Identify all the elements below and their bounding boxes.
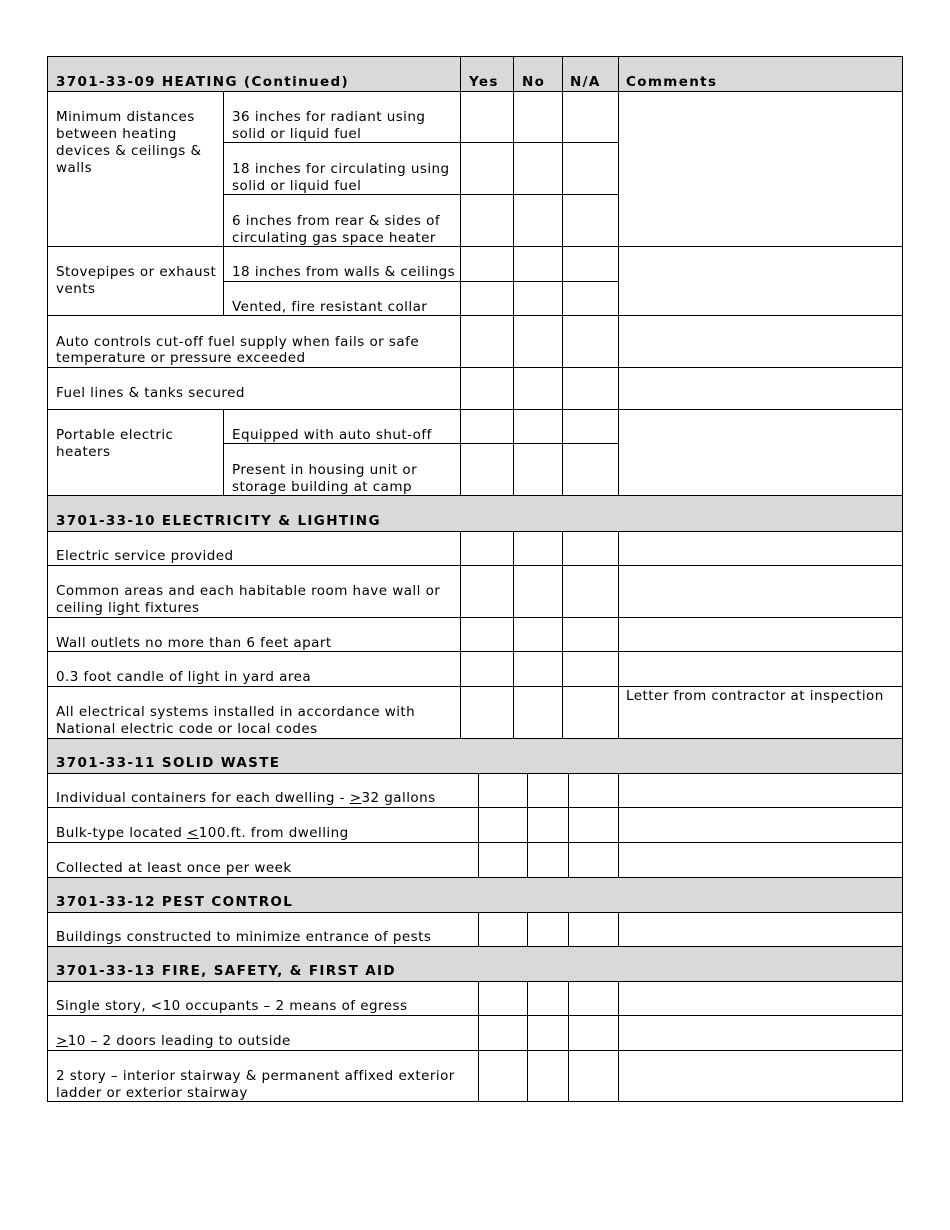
requirement-text: Wall outlets no more than 6 feet apart <box>56 635 332 651</box>
row-divider <box>47 91 903 92</box>
requirement-text-part: 32 gallons <box>361 790 436 806</box>
col-divider-yes <box>478 773 479 877</box>
requirement-text-part: 10 – 2 doors leading to outside <box>67 1033 291 1049</box>
subrow-divider <box>223 281 618 282</box>
requirement-text <box>56 825 349 842</box>
requirement-text: Present in housing unit or <box>232 462 418 478</box>
col-divider-comments <box>618 531 619 738</box>
fuel-lines-text: Fuel lines & tanks secured <box>56 385 245 401</box>
row-divider <box>47 315 903 316</box>
col-divider-na <box>568 773 569 877</box>
requirement-text: storage building at camp <box>232 479 413 495</box>
col-divider-na <box>562 56 563 496</box>
requirement-text-part: 100.ft. from dwelling <box>198 825 349 841</box>
min-distances-label: devices & ceilings & <box>56 143 202 159</box>
row-divider <box>47 773 903 774</box>
requirement-text: circulating gas space heater <box>232 230 436 246</box>
requirement-text: 18 inches for circulating using <box>232 161 450 177</box>
requirement-text: Common areas and each habitable room have wall or <box>56 583 441 599</box>
auto-controls-text: Auto controls cut-off fuel supply when fails or safe <box>56 334 420 350</box>
heating-section-title: 3701-33-09 HEATING (Continued) <box>56 74 350 90</box>
col-divider-label <box>223 409 224 495</box>
auto-controls-text: temperature or pressure exceeded <box>56 350 306 366</box>
requirement-text: 36 inches for radiant using <box>232 109 426 125</box>
col-divider-comments <box>618 773 619 877</box>
requirement-text: 2 story – interior stairway & permanent affixed exterior <box>56 1068 455 1084</box>
requirement-text: solid or liquid fuel <box>232 126 362 142</box>
row-divider <box>47 981 903 982</box>
row-divider <box>47 409 903 410</box>
lte-symbol: < <box>186 825 199 841</box>
row-divider <box>47 1015 903 1016</box>
row-divider <box>47 531 903 532</box>
col-divider-na <box>562 531 563 738</box>
requirement-text: Equipped with auto shut-off <box>232 427 432 443</box>
row-divider <box>47 842 903 843</box>
portable-heaters-label: heaters <box>56 444 111 460</box>
min-distances-label: walls <box>56 160 93 176</box>
electricity-section-title: 3701-33-10 ELECTRICITY & LIGHTING <box>56 513 381 529</box>
col-divider-no <box>513 56 514 496</box>
row-divider <box>47 912 903 913</box>
requirement-text-part: Bulk-type located <box>56 825 187 841</box>
row-divider <box>47 807 903 808</box>
col-divider-no <box>513 531 514 738</box>
col-divider-yes <box>478 912 479 946</box>
gte-symbol: > <box>349 790 362 806</box>
col-divider-yes <box>478 981 479 1102</box>
requirement-text <box>56 1033 291 1050</box>
row-divider <box>47 946 903 947</box>
requirement-text: Vented, fire resistant collar <box>232 299 428 315</box>
requirement-text: Collected at least once per week <box>56 860 292 876</box>
table-top-border <box>47 56 903 57</box>
requirement-text: 0.3 foot candle of light in yard area <box>56 669 312 685</box>
stovepipes-label: Stovepipes or exhaust <box>56 264 217 280</box>
gte-symbol: > <box>56 1033 68 1049</box>
pest-control-section-title: 3701-33-12 PEST CONTROL <box>56 894 294 910</box>
min-distances-label: between heating <box>56 126 177 142</box>
col-divider-no <box>527 981 528 1102</box>
solid-waste-section-title: 3701-33-11 SOLID WASTE <box>56 755 281 771</box>
requirement-text: ceiling light fixtures <box>56 600 200 616</box>
col-divider-yes <box>460 56 461 496</box>
min-distances-label: Minimum distances <box>56 109 195 125</box>
row-divider <box>47 877 903 878</box>
requirement-text <box>56 790 436 807</box>
column-header-na: N/A <box>570 74 601 90</box>
col-divider-na <box>568 981 569 1102</box>
column-header-comments: Comments <box>626 74 718 90</box>
row-divider <box>47 367 903 368</box>
requirement-text: Electric service provided <box>56 548 234 564</box>
col-divider-yes <box>460 531 461 738</box>
portable-heaters-label: Portable electric <box>56 427 174 443</box>
col-divider-comments <box>618 56 619 496</box>
col-divider-na <box>568 912 569 946</box>
row-divider <box>47 246 903 247</box>
column-header-no: No <box>522 74 546 90</box>
col-divider-label <box>223 246 224 315</box>
requirement-text: Single story, <10 occupants – 2 means of egress <box>56 998 408 1014</box>
row-divider <box>47 686 903 687</box>
requirement-text: solid or liquid fuel <box>232 178 362 194</box>
row-divider <box>47 617 903 618</box>
row-divider <box>47 565 903 566</box>
fire-safety-section-title: 3701-33-13 FIRE, SAFETY, & FIRST AID <box>56 963 396 979</box>
requirement-text: Buildings constructed to minimize entrance of pests <box>56 929 432 945</box>
row-divider <box>47 1050 903 1051</box>
comment-text: Letter from contractor at inspection <box>626 688 884 704</box>
col-divider-label <box>223 91 224 246</box>
stovepipes-label: vents <box>56 281 96 297</box>
requirement-text-part: Individual containers for each dwelling - <box>56 790 350 806</box>
row-divider <box>47 738 903 739</box>
requirement-text: 18 inches from walls & ceilings <box>232 264 456 280</box>
col-divider-no <box>527 773 528 877</box>
requirement-text: All electrical systems installed in accordance with <box>56 704 416 720</box>
row-divider <box>47 495 903 496</box>
requirement-text: 6 inches from rear & sides of <box>232 213 441 229</box>
column-header-yes: Yes <box>469 74 499 90</box>
requirement-text: ladder or exterior stairway <box>56 1085 248 1101</box>
col-divider-comments <box>618 912 619 946</box>
col-divider-no <box>527 912 528 946</box>
col-divider-comments <box>618 981 619 1102</box>
requirement-text: National electric code or local codes <box>56 721 318 737</box>
